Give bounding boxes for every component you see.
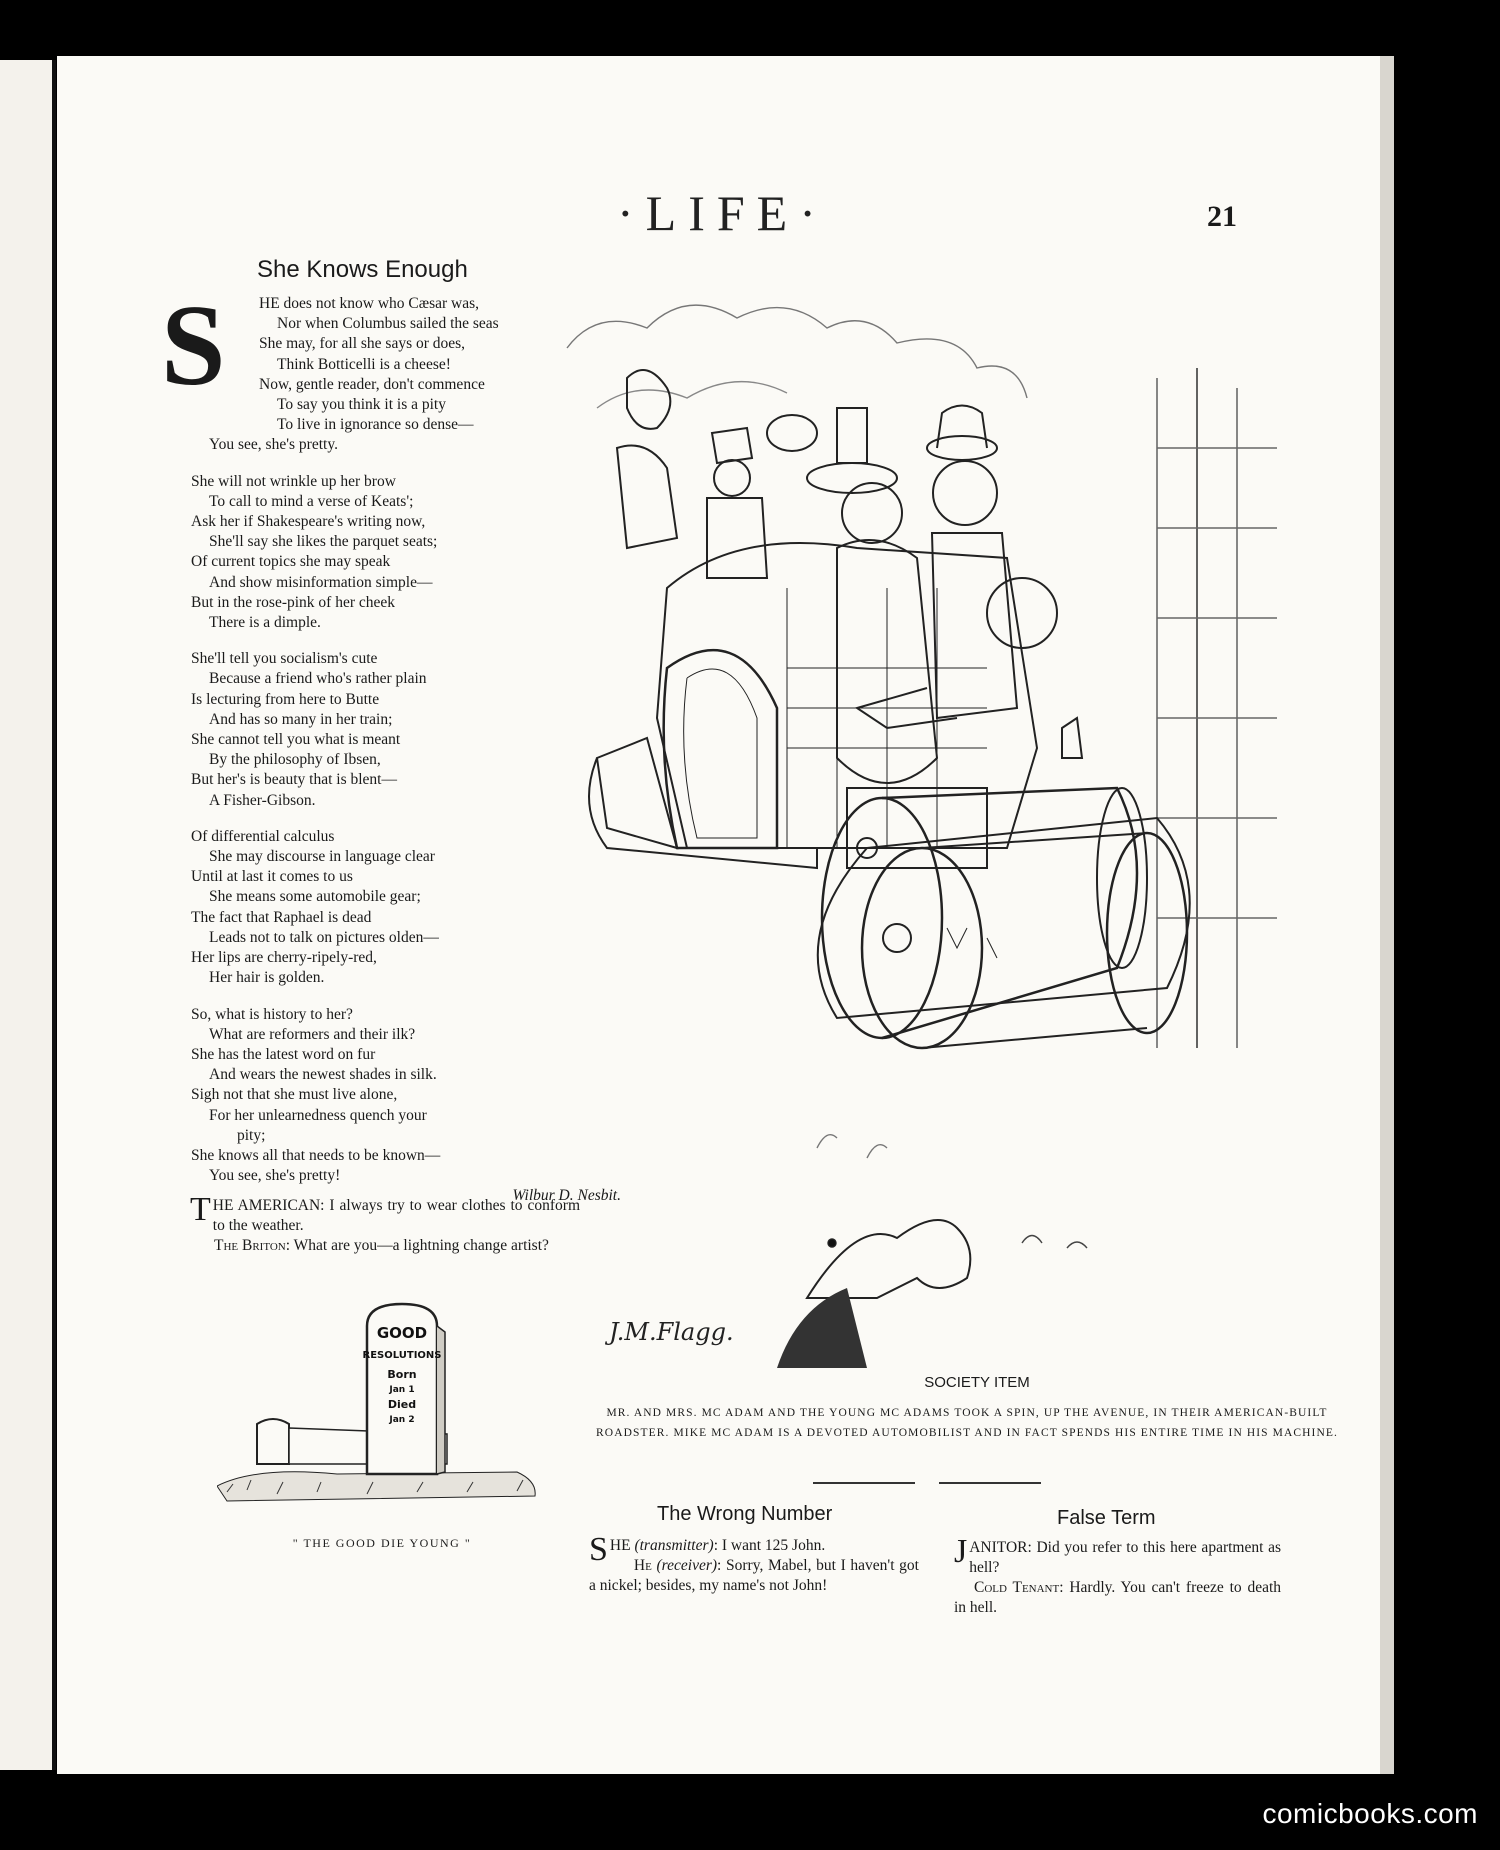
magazine-page	[57, 56, 1380, 1774]
poem-line: A Fisher-Gibson.	[209, 791, 316, 809]
watermark: comicbooks.com	[1262, 1798, 1478, 1829]
wrong-number-she-note: (transmitter)	[634, 1537, 714, 1554]
poem-line: There is a dimple.	[209, 614, 321, 632]
dropcap-letter: S	[161, 282, 226, 410]
poem-line: She may, for all she says or does,	[259, 335, 466, 353]
poem-line: And wears the newest shades in silk.	[209, 1066, 437, 1084]
binding-gutter	[52, 60, 56, 1770]
page-number: 21	[1207, 200, 1237, 233]
divider-rule-right	[939, 1482, 1041, 1484]
cartoon-title: SOCIETY ITEM	[924, 1374, 1030, 1391]
poem-line: So, what is history to her?	[191, 1005, 353, 1023]
poem-line: Of differential calculus	[191, 827, 335, 845]
false-term-initial: J	[954, 1533, 968, 1570]
poem-line: She cannot tell you what is meant	[191, 731, 401, 749]
poem-line: But her's is beauty that is blent—	[191, 771, 397, 789]
poem-line: She means some automobile gear;	[209, 888, 421, 906]
false-term-body	[954, 1533, 1282, 1618]
tombstone-caption: " THE GOOD DIE YOUNG "	[292, 1536, 472, 1550]
poem-line: She may discourse in language clear	[209, 848, 435, 866]
poem-line: To say you think it is a pity	[277, 396, 446, 414]
poem-line: She has the latest word on fur	[191, 1045, 376, 1063]
false-term-title: False Term	[1057, 1507, 1156, 1529]
poem-author: Wilbur D. Nesbit.	[512, 1187, 621, 1205]
poem-title: She Knows Enough	[257, 256, 468, 283]
poem-line: To live in ignorance so dense—	[277, 416, 474, 434]
cartoon-caption: MR. AND MRS. MC ADAM AND THE YOUNG MC ADAMS TOOK A SPIN, UP THE AVENUE, IN THEIR AMERICAN-BUILT ROADSTER. MIKE MC ADAM IS A DEVOTED AUTOMOBILIST AND IN FACT SPENDS HIS ENTIRE TIME IN HIS MACHINE.	[596, 1407, 1338, 1439]
joke-line-1: HE AMERICAN: I always try to wear clothes to conform to the weather.	[212, 1197, 580, 1234]
poem-line: She knows all that needs to be known—	[191, 1146, 441, 1164]
facing-page-edge	[0, 60, 52, 1770]
wrong-number-initial: S	[589, 1531, 608, 1568]
joke-line-2: : What are you—a lightning change artist?	[285, 1237, 549, 1254]
poem-line: She'll tell you socialism's cute	[191, 650, 378, 668]
poem-line: And show misinformation simple—	[209, 573, 433, 591]
poem-line: Ask her if Shakespeare's writing now,	[191, 513, 426, 531]
wrong-number-body	[589, 1531, 919, 1596]
poem-line: What are reformers and their ilk?	[209, 1025, 416, 1043]
wrong-number-she-line: : I want 125 John.	[713, 1537, 826, 1554]
poem-line: The fact that Raphael is dead	[191, 908, 372, 926]
tomb-born-date: Jan 1	[389, 1385, 415, 1395]
poem-line: She'll say she likes the parquet seats;	[209, 533, 438, 551]
poem-line: Think Botticelli is a cheese!	[277, 355, 451, 373]
poem-line: She will not wrinkle up her brow	[191, 472, 396, 490]
false-term-line-1: ANITOR: Did you refer to this here apartment as hell?	[969, 1539, 1281, 1576]
poem-line: Leads not to talk on pictures olden—	[209, 928, 439, 946]
poem-line: And has so many in her train;	[209, 710, 393, 728]
joke-initial: T	[190, 1191, 211, 1228]
tomb-born: Born	[387, 1368, 417, 1381]
american-joke	[190, 1191, 580, 1256]
cartoon-illustration	[537, 288, 1297, 1378]
poem-line: Until at last it comes to us	[191, 868, 353, 886]
wrong-number-she: HE	[609, 1537, 635, 1554]
page-edge-shadow	[1380, 56, 1394, 1774]
poem-line: To call to mind a verse of Keats';	[209, 492, 414, 510]
signature-text: J.M.Flagg.	[609, 1318, 734, 1346]
poem-line: Is lecturing from here to Butte	[191, 690, 380, 708]
poem-line: But in the rose-pink of her cheek	[191, 593, 396, 611]
false-term-line-2: : Hardly. You can't freeze to death in hell.	[954, 1579, 1282, 1616]
tomb-resolutions: RESOLUTIONS	[362, 1350, 442, 1361]
poem-line: pity;	[237, 1126, 266, 1144]
masthead: ·LIFE·	[617, 185, 828, 241]
poem-line: By the philosophy of Ibsen,	[209, 751, 381, 769]
tomb-good: GOOD	[376, 1324, 428, 1342]
poem-line: Of current topics she may speak	[191, 553, 391, 571]
false-term-speaker-2: Cold Tenant	[974, 1579, 1060, 1596]
tomb-died-date: Jan 2	[389, 1415, 415, 1425]
poem-line: You see, she's pretty.	[209, 436, 338, 454]
poem-line: Sigh not that she must live alone,	[191, 1086, 398, 1104]
poem-line: You see, she's pretty!	[209, 1167, 341, 1185]
poem-line: Her hair is golden.	[209, 969, 325, 987]
wrong-number-he-note: (receiver)	[656, 1557, 718, 1574]
poem-line: Now, gentle reader, don't commence	[259, 375, 485, 393]
signature-glyph	[604, 1306, 744, 1356]
poem-line: Her lips are cherry-ripely-red,	[191, 949, 377, 967]
joke-speaker-2: The Briton	[214, 1237, 286, 1254]
tombstone-illustration	[217, 1296, 547, 1526]
artist-signature	[604, 1306, 744, 1356]
wrong-number-title: The Wrong Number	[657, 1503, 833, 1525]
wrong-number-he: He	[633, 1557, 657, 1574]
poem-line: Nor when Columbus sailed the seas	[277, 315, 499, 333]
poem-line: For her unlearnedness quench your	[209, 1106, 427, 1124]
divider-rule-left	[813, 1482, 915, 1484]
poem-line: Because a friend who's rather plain	[209, 670, 427, 688]
poem-line: HE does not know who Cæsar was,	[259, 295, 479, 312]
wrong-number-he-line: : Sorry, Mabel, but I haven't got a nickel; besides, my name's not John!	[589, 1557, 919, 1594]
tomb-died: Died	[387, 1398, 417, 1411]
